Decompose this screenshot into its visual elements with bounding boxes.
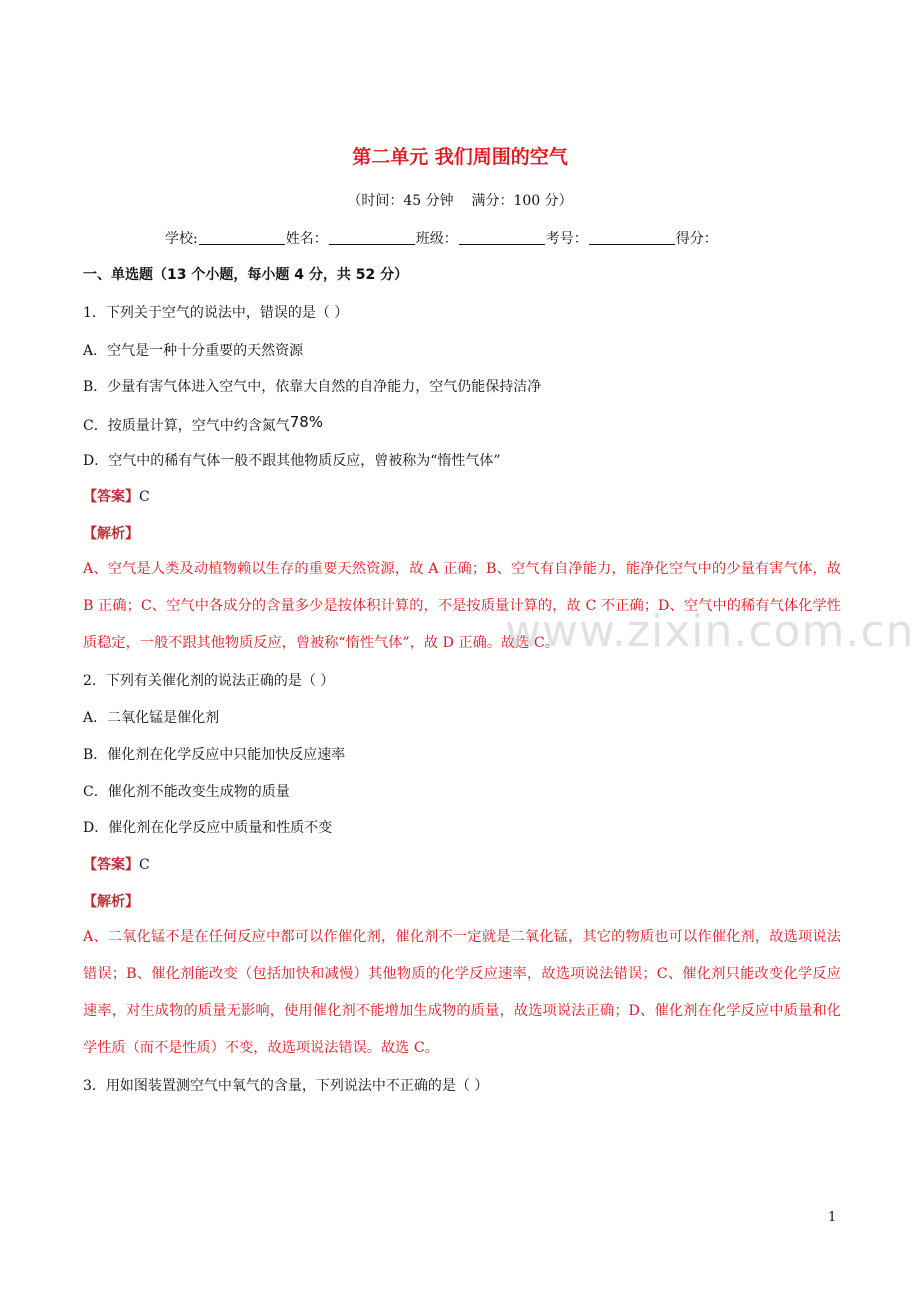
answer-label: 【答案】 bbox=[83, 857, 139, 873]
school-label: 学校: bbox=[165, 231, 198, 247]
score-label: 得分： bbox=[675, 231, 718, 247]
watermark: www.zixin.com.cn bbox=[505, 606, 915, 657]
page-title: 第二单元 我们周围的空气 bbox=[352, 146, 568, 168]
q2-option-d: D．催化剂在化学反应中质量和性质不变 bbox=[83, 820, 333, 836]
q1-option-c bbox=[83, 413, 323, 435]
analysis-label: 【解析】 bbox=[83, 526, 139, 542]
q2-answer-value: C bbox=[139, 857, 150, 873]
q2-option-c: C．催化剂不能改变生成物的质量 bbox=[83, 784, 290, 800]
q1-option-d: D．空气中的稀有气体一般不跟其他物质反应，曾被称为“惰性气体” bbox=[83, 453, 501, 469]
exam-no-blank bbox=[589, 230, 675, 245]
class-label: 班级： bbox=[415, 231, 458, 247]
q3-stem: 3．用如图装置测空气中氧气的含量，下列说法中不正确的是（ ） bbox=[83, 1078, 489, 1094]
q1-option-a: A．空气是一种十分重要的天然资源 bbox=[83, 343, 304, 359]
name-blank bbox=[329, 230, 415, 245]
q2-analysis: A、二氧化锰不是在任何反应中都可以作催化剂，催化剂不一定就是二氧化锰，其它的物质也可以作催化剂，故选项说法错误；B、催化剂能改变（包括加快和减慢）其他物质的化学反应速率，故选项说法错误；C、催化剂只能改变化学反应速率，对生成物的质量无影响，使用催化剂不能增加生成物的质量，故选项说法正确；D、催化剂在化学反应中质量和化学性质（而不是性质）不变，故选项说法错误。故选 C。 bbox=[83, 929, 841, 1056]
q2-analysis-label bbox=[83, 891, 139, 911]
q1-answer bbox=[83, 486, 150, 506]
exam-no-label: 考号： bbox=[545, 231, 588, 247]
page-number: 1 bbox=[828, 1210, 837, 1225]
student-info-line bbox=[165, 228, 718, 248]
q2-stem: 2．下列有关催化剂的说法正确的是（ ） bbox=[83, 673, 335, 689]
school-blank bbox=[199, 230, 285, 245]
analysis-label: 【解析】 bbox=[83, 894, 139, 910]
name-label: 姓名： bbox=[285, 231, 328, 247]
q1-option-b: B．少量有害气体进入空气中，依靠大自然的自净能力，空气仍能保持洁净 bbox=[83, 379, 542, 395]
q1-option-c-value: 78% bbox=[289, 413, 324, 431]
section-heading: 一、单选题（13 个小题，每小题 4 分，共 52 分） bbox=[83, 267, 409, 283]
q1-option-c-text: C．按质量计算，空气中约含氮气 bbox=[83, 418, 290, 434]
q2-answer bbox=[83, 854, 150, 874]
q2-option-a: A．二氧化锰是催化剂 bbox=[83, 710, 220, 726]
answer-label: 【答案】 bbox=[83, 489, 139, 505]
q1-stem: 1．下列关于空气的说法中，错误的是（ ） bbox=[83, 305, 349, 321]
q2-option-b: B．催化剂在化学反应中只能加快反应速率 bbox=[83, 747, 346, 763]
q1-answer-value: C bbox=[139, 489, 150, 505]
q1-analysis: A、空气是人类及动植物赖以生存的重要天然资源，故 A 正确；B、空气有自净能力，能净化空气中的少量有害气体，故 B 正确；C、空气中各成分的含量多少是按体积计算的，不是按质量计算的，故 C 不正确；D、空气中的稀有气体化学性质稳定，一般不跟其他物质反应，曾被称“惰性气体”，故 D 正确。故选 C。 bbox=[83, 561, 841, 651]
exam-time-score: （时间：45 分钟 满分：100 分） bbox=[347, 193, 573, 209]
q1-analysis-label bbox=[83, 523, 139, 543]
class-blank bbox=[459, 230, 545, 245]
